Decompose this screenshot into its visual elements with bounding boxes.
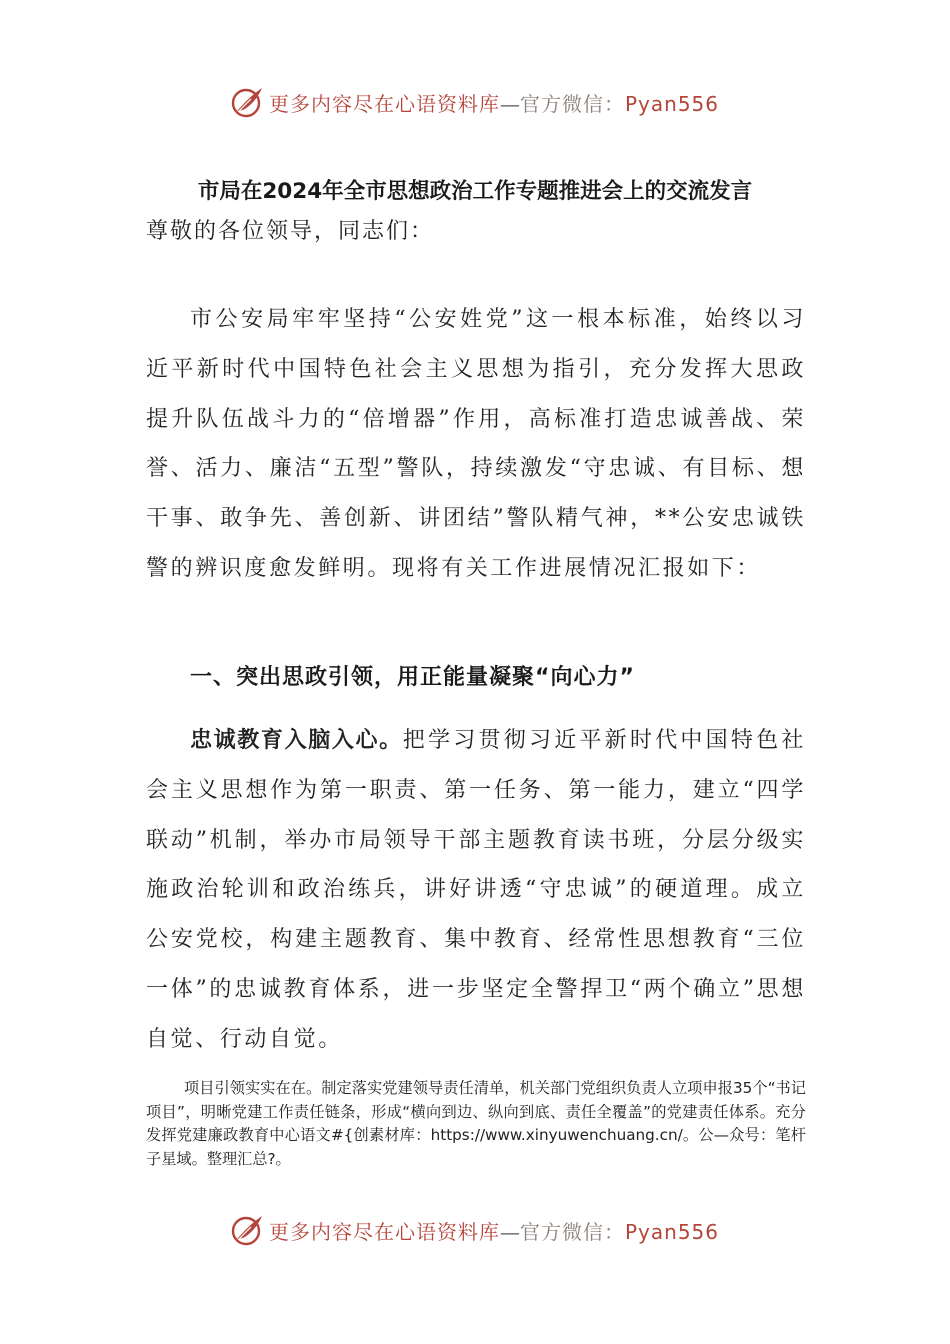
intro-paragraph: 市公安局牢牢坚持“公安姓党”这一根本标准，始终以习近平新时代中国特色社会主义思想为指引，充分发挥大思政提升队伍战斗力的“倍增器”作用，高标准打造忠诚善战、荣誉、活力、廉洁“五型”警队，持续激发“守忠诚、有目标、想干事、敢争先、善创新、讲团结”警队精气神，**公安忠诚铁警的辨识度愈发鲜明。现将有关工作进展情况汇报如下： [146, 307, 806, 581]
quill-logo-icon [231, 85, 265, 119]
watermark-dash: — [499, 91, 520, 116]
watermark-text [269, 1216, 719, 1245]
watermark-weixin-id: Pyan556 [624, 1219, 719, 1244]
section-heading: 一、突出思政引领，用正能量凝聚“向心力” [190, 665, 635, 690]
intro-block [146, 295, 806, 594]
watermark-site: 更多内容尽在心语资料库 [268, 91, 500, 116]
section-text: 把学习贯彻习近平新时代中国特色社会主义思想作为第一职责、第一任务、第一能力，建立“四学联动”机制，举办市局领导干部主题教育读书班，分层分级实施政治轮训和政治练兵，讲好讲透“守忠诚”的硬道理。成立公安党校，构建主题教育、集中教育、经常性思想教育“三位一体”的忠诚教育体系，进一步坚定全警捍卫“两个确立”思想自觉、行动自觉。 [146, 728, 806, 1052]
watermark-weixin-label: 官方微信： [519, 1219, 625, 1244]
section-paragraph [146, 716, 806, 1065]
document-title: 市局在2024年全市思想政治工作专题推进会上的交流发言 [197, 179, 753, 204]
small-text-block [146, 1077, 806, 1171]
watermark-site: 更多内容尽在心语资料库 [268, 1219, 500, 1244]
watermark-banner-bottom [0, 1210, 950, 1250]
watermark-weixin-label: 官方微信： [519, 91, 625, 116]
watermark-banner-top [0, 82, 950, 122]
watermark-weixin-id: Pyan556 [624, 91, 719, 116]
section-block [146, 716, 806, 1065]
quill-logo-icon [231, 1213, 265, 1247]
watermark-dash: — [499, 1219, 520, 1244]
small-paragraph: 项目引领实实在在。制定落实党建领导责任清单，机关部门党组织负责人立项申报35个“书记项目”，明晰党建工作责任链条，形成“横向到边、纵向到底、责任全覆盖”的党建责任体系。充分发挥党建廉政教育中心语文#{创素材库：https://www.xinyuwenchuang.cn/。公—众号：笔杆子星域。整理汇总?。 [146, 1079, 806, 1168]
section-lead: 忠诚教育入脑入心。 [190, 728, 403, 753]
watermark-text [269, 88, 719, 117]
salutation: 尊敬的各位领导，同志们： [146, 219, 435, 244]
